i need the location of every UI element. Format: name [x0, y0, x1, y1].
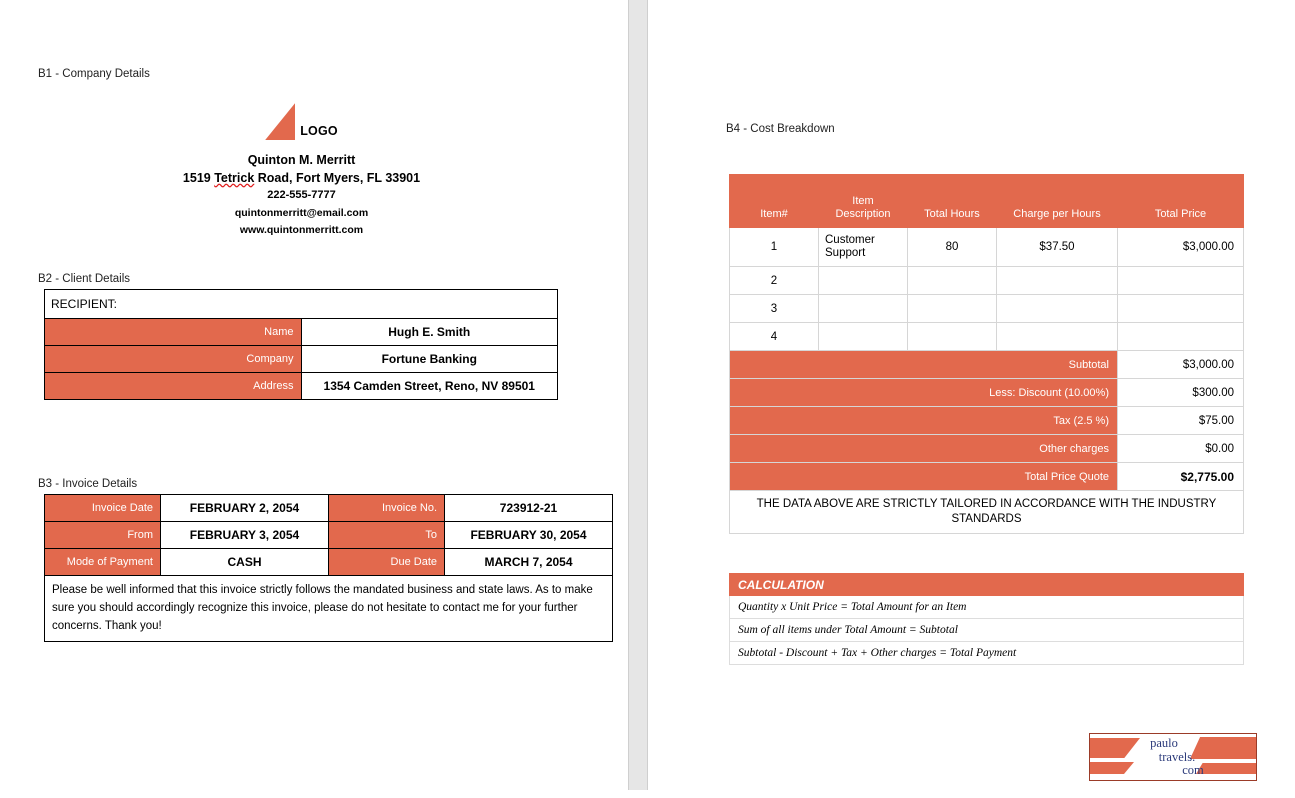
triangle-logo-icon	[265, 103, 295, 140]
client-details-table	[44, 289, 558, 400]
table-row	[730, 267, 1244, 295]
calculation-table	[729, 573, 1244, 665]
brand-line-1: paulo	[1150, 736, 1178, 750]
company-contact-lines	[44, 152, 559, 240]
section-label-b3: B3 - Invoice Details	[38, 478, 138, 490]
header-item-number: Item#	[730, 175, 819, 228]
discount-value: $300.00	[1118, 379, 1244, 407]
client-name-label: Name	[45, 319, 302, 346]
item-total-hours	[908, 267, 997, 295]
item-total-hours	[908, 323, 997, 351]
item-number: 2	[730, 267, 819, 295]
recipient-label: RECIPIENT:	[45, 290, 558, 319]
table-row	[45, 495, 613, 522]
table-row	[45, 373, 558, 400]
item-total-price: $3,000.00	[1118, 228, 1244, 267]
client-company-value: Fortune Banking	[301, 346, 558, 373]
paulo-travels-logo	[1089, 733, 1257, 781]
header-total-price: Total Price	[1118, 175, 1244, 228]
from-label: From	[45, 522, 161, 549]
calculation-rule-1: Quantity x Unit Price = Total Amount for an Item	[730, 596, 1244, 619]
table-row	[45, 346, 558, 373]
item-number: 3	[730, 295, 819, 323]
company-name: Quinton M. Merritt	[247, 153, 356, 167]
company-phone: 222-555-7777	[267, 189, 336, 201]
table-row	[730, 407, 1244, 435]
header-total-hours: Total Hours	[908, 175, 997, 228]
table-row	[730, 491, 1244, 534]
table-header-row	[730, 175, 1244, 228]
due-date-label: Due Date	[329, 549, 445, 576]
discount-label: Less: Discount (10.00%)	[730, 379, 1118, 407]
item-charge-per-hour	[997, 323, 1118, 351]
to-value: FEBRUARY 30, 2054	[445, 522, 613, 549]
item-description	[819, 295, 908, 323]
brand-line-2: travels.	[1158, 749, 1196, 764]
item-description: Customer Support	[819, 228, 908, 267]
tax-value: $75.00	[1118, 407, 1244, 435]
mode-of-payment-label: Mode of Payment	[45, 549, 161, 576]
cost-breakdown-table	[729, 174, 1244, 534]
company-website: www.quintonmerritt.com	[239, 224, 364, 236]
table-row	[730, 435, 1244, 463]
address-suffix: Road, Fort Myers, FL 33901	[254, 170, 421, 185]
table-row	[45, 319, 558, 346]
item-charge-per-hour	[997, 295, 1118, 323]
company-email: quintonmerritt@email.com	[234, 206, 369, 219]
item-description	[819, 323, 908, 351]
address-prefix: 1519	[182, 170, 215, 185]
section-label-b4: B4 - Cost Breakdown	[726, 123, 835, 135]
client-address-value: 1354 Camden Street, Reno, NV 89501	[301, 373, 558, 400]
table-row	[45, 576, 613, 642]
table-row	[730, 642, 1244, 665]
tax-label: Tax (2.5 %)	[730, 407, 1118, 435]
table-row	[730, 323, 1244, 351]
item-number: 1	[730, 228, 819, 267]
table-row	[730, 463, 1244, 491]
table-row	[730, 379, 1244, 407]
invoice-date-label: Invoice Date	[45, 495, 161, 522]
subtotal-label: Subtotal	[730, 351, 1118, 379]
item-charge-per-hour: $37.50	[997, 228, 1118, 267]
client-address-label: Address	[45, 373, 302, 400]
table-row	[730, 351, 1244, 379]
invoice-date-value: FEBRUARY 2, 2054	[161, 495, 329, 522]
invoice-no-value: 723912-21	[445, 495, 613, 522]
calculation-rule-2: Sum of all items under Total Amount = Subtotal	[730, 619, 1244, 642]
item-total-hours: 80	[908, 228, 997, 267]
item-total-price	[1118, 267, 1244, 295]
client-name-value: Hugh E. Smith	[301, 319, 558, 346]
table-row	[45, 290, 558, 319]
address-misspelled-word: Tetrick	[214, 170, 255, 185]
company-details-block	[44, 100, 559, 240]
to-label: To	[329, 522, 445, 549]
other-charges-value: $0.00	[1118, 435, 1244, 463]
logo-label: LOGO	[300, 124, 338, 138]
table-row	[45, 549, 613, 576]
other-charges-label: Other charges	[730, 435, 1118, 463]
mode-of-payment-value: CASH	[161, 549, 329, 576]
table-row	[45, 522, 613, 549]
invoice-note-text: Please be well informed that this invoice strictly follows the mandated business and state laws. As to make sure you should accordingly recognize this invoice, please do not hesitate to contact me for your further concerns. Thank you!	[45, 576, 613, 642]
item-charge-per-hour	[997, 267, 1118, 295]
item-number: 4	[730, 323, 819, 351]
logo-row	[44, 100, 559, 140]
total-price-quote-label: Total Price Quote	[730, 463, 1118, 491]
client-company-label: Company	[45, 346, 302, 373]
table-row	[730, 619, 1244, 642]
table-row	[730, 295, 1244, 323]
total-price-quote-value: $2,775.00	[1118, 463, 1244, 491]
header-charge-per-hours: Charge per Hours	[997, 175, 1118, 228]
section-label-b1: B1 - Company Details	[38, 68, 150, 80]
item-total-price	[1118, 323, 1244, 351]
brand-text	[1090, 737, 1256, 778]
item-total-hours	[908, 295, 997, 323]
header-item-description: Item Description	[819, 175, 908, 228]
from-value: FEBRUARY 3, 2054	[161, 522, 329, 549]
item-description	[819, 267, 908, 295]
company-address	[44, 170, 559, 188]
page-gutter	[628, 0, 648, 790]
invoice-details-table	[44, 494, 613, 642]
brand-line-3: com	[1182, 763, 1204, 777]
table-header-row	[730, 574, 1244, 596]
calculation-rule-3: Subtotal - Discount + Tax + Other charges = Total Payment	[730, 642, 1244, 665]
subtotal-value: $3,000.00	[1118, 351, 1244, 379]
table-row	[730, 228, 1244, 267]
due-date-value: MARCH 7, 2054	[445, 549, 613, 576]
disclaimer-text: THE DATA ABOVE ARE STRICTLY TAILORED IN ACCORDANCE WITH THE INDUSTRY STANDARDS	[730, 491, 1244, 534]
table-row	[730, 596, 1244, 619]
invoice-no-label: Invoice No.	[329, 495, 445, 522]
calculation-header: CALCULATION	[730, 574, 1244, 596]
section-label-b2: B2 - Client Details	[38, 273, 131, 285]
item-total-price	[1118, 295, 1244, 323]
